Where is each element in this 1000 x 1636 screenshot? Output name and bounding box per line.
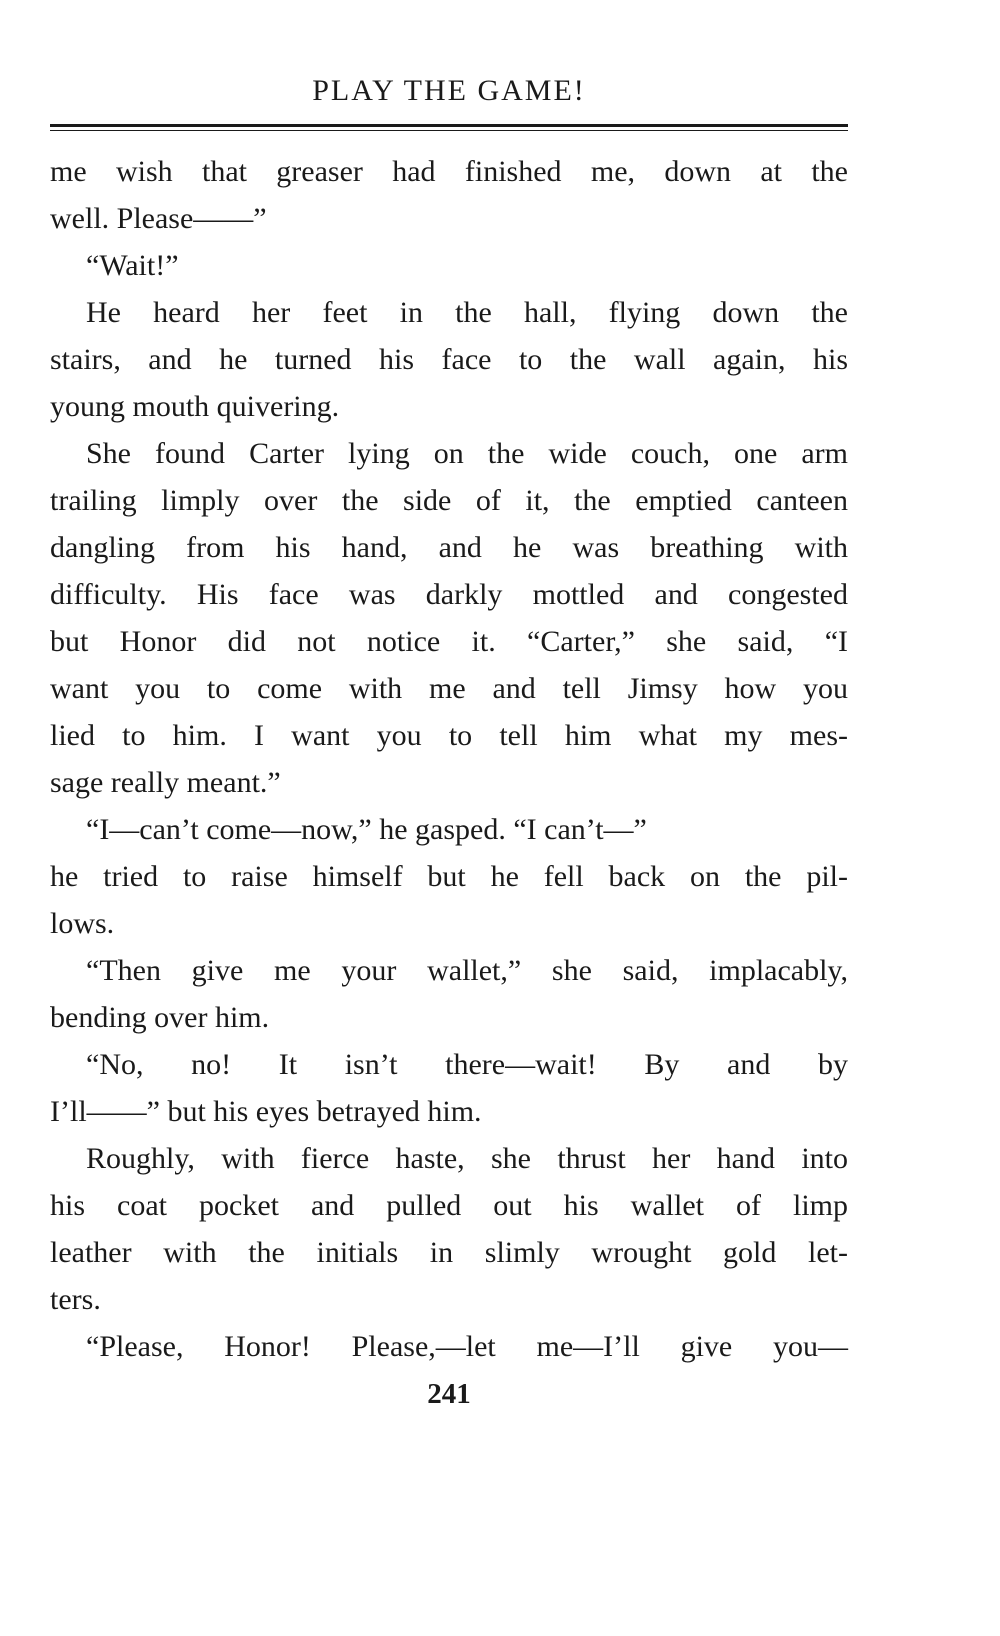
text-line: his coat pocket and pulled out his wallet of limp bbox=[50, 1189, 848, 1222]
text-line: want you to come with me and tell Jimsy how you bbox=[50, 672, 848, 705]
text-line: I’ll——” but his eyes betrayed him. bbox=[50, 1095, 482, 1128]
text-line: difficulty. His face was darkly mottled and congested bbox=[50, 578, 848, 611]
text-line: Roughly, with fierce haste, she thrust her hand into bbox=[86, 1142, 848, 1175]
text-line: he tried to raise himself but he fell back on the pil- bbox=[50, 860, 848, 893]
text-line: She found Carter lying on the wide couch, one arm bbox=[86, 437, 848, 470]
text-line: ters. bbox=[50, 1283, 101, 1316]
text-line: me wish that greaser had finished me, down at the bbox=[50, 155, 848, 188]
text-line: trailing limply over the side of it, the emptied canteen bbox=[50, 484, 848, 517]
text-line: well. Please——” bbox=[50, 202, 267, 235]
running-head: PLAY THE GAME! bbox=[312, 74, 586, 107]
text-line: dangling from his hand, and he was breathing with bbox=[50, 531, 848, 564]
text-line: He heard her feet in the hall, flying down the bbox=[86, 296, 848, 329]
page-number: 241 bbox=[427, 1378, 471, 1410]
text-line: lied to him. I want you to tell him what my mes- bbox=[50, 719, 848, 752]
text-line: bending over him. bbox=[50, 1001, 270, 1034]
text-line: sage really meant.” bbox=[50, 766, 281, 799]
text-line: lows. bbox=[50, 907, 115, 940]
text-line: leather with the initials in slimly wrought gold let- bbox=[50, 1236, 848, 1269]
text-line: stairs, and he turned his face to the wall again, his bbox=[50, 343, 848, 376]
text-line: but Honor did not notice it. “Carter,” she said, “I bbox=[50, 625, 848, 658]
text-line: “Then give me your wallet,” she said, implacably, bbox=[86, 954, 848, 987]
header-rule-thick bbox=[50, 124, 848, 127]
text-line: young mouth quivering. bbox=[50, 390, 340, 423]
body-text bbox=[50, 148, 848, 1370]
text-line: “Wait!” bbox=[86, 249, 179, 282]
text-line: “I—can’t come—now,” he gasped. “I can’t—” bbox=[86, 813, 647, 846]
text-line: “No, no! It isn’t there—wait! By and by bbox=[86, 1048, 848, 1081]
header-rule-thin bbox=[50, 130, 848, 131]
text-line: “Please, Honor! Please,—let me—I’ll give you— bbox=[86, 1330, 848, 1363]
